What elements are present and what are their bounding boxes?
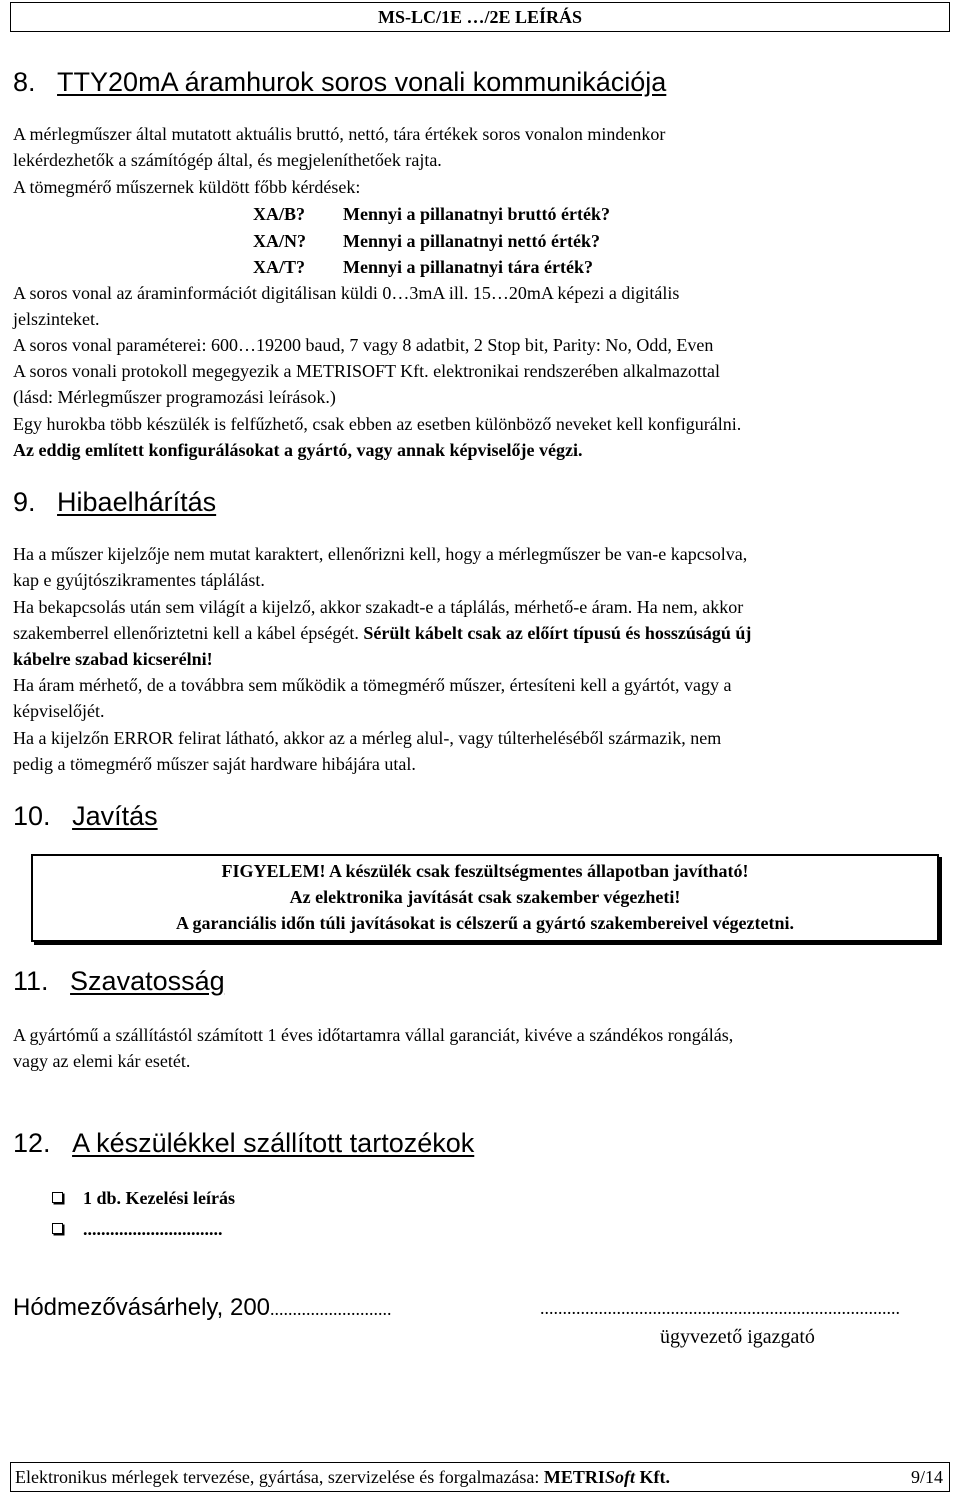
section-11-heading (13, 964, 225, 998)
checkbox-icon (52, 1223, 63, 1234)
accessory-label: ............................... (83, 1219, 223, 1239)
paragraph: kap e gyújtószikramentes táplálást. (13, 570, 265, 590)
query-code: XA/N? (253, 231, 306, 251)
paragraph: jelszinteket. (13, 309, 100, 329)
document-footer (10, 1462, 950, 1492)
accessory-label: 1 db. Kezelési leírás (83, 1188, 235, 1208)
footer-brand (544, 1467, 670, 1487)
paragraph-bold-text: Sérült kábelt csak az előírt típusú és hosszúságú új (363, 623, 752, 643)
place-date: Hódmezővásárhely, 200 (13, 1294, 271, 1321)
section-10-heading (13, 799, 158, 833)
section-title: Szavatosság (70, 966, 225, 996)
document-title: MS-LC/1E …/2E LEÍRÁS (377, 7, 583, 27)
section-title: TTY20mA áramhurok soros vonali kommunikációja (57, 67, 667, 97)
warning-line: Az elektronika javítását csak szakember végezheti! (289, 887, 681, 907)
section-title: Javítás (72, 801, 158, 831)
query-text: Mennyi a pillanatnyi bruttó érték? (343, 204, 611, 224)
paragraph: (lásd: Mérlegműszer programozási leírások.) (13, 387, 336, 407)
paragraph: Ha áram mérhető, de a továbbra sem működik a tömegmérő műszer, értesíteni kell a gyártót, vagy a (13, 675, 732, 695)
section-number: 10. (13, 801, 51, 831)
brand-part: METRI (543, 1467, 605, 1487)
paragraph: képviselőjét. (13, 701, 105, 721)
query-row (253, 254, 593, 280)
section-number: 9. (13, 487, 36, 517)
query-row (253, 201, 610, 227)
date-dots: ........................... (270, 1299, 392, 1319)
paragraph: Ha bekapcsolás után sem világít a kijelző, akkor szakadt-e a táplálás, mérhető-e áram. Ha nem, akkor (13, 597, 744, 617)
warning-line: FIGYELEM! A készülék csak feszültségmentes állapotban javítható! (221, 861, 749, 881)
footer-text (15, 1463, 670, 1491)
query-text: Mennyi a pillanatnyi nettó érték? (343, 231, 600, 251)
section-number: 8. (13, 67, 36, 97)
page-number: 9/14 (910, 1467, 943, 1487)
paragraph: A soros vonal az áraminformációt digitálisan küldi 0…3mA ill. 15…20mA képezi a digitális (13, 283, 680, 303)
paragraph: Ha a kijelzőn ERROR felirat látható, akkor az a mérleg alul-, vagy túlterheléséből származik, nem (13, 728, 722, 748)
paragraph: Egy hurokba több készülék is felfűzhető, csak ebben az esetben különböző neveket kell konfigurálni. (13, 414, 742, 434)
footer-description: Elektronikus mérlegek tervezése, gyártása, szervizelése és forgalmazása: (15, 1467, 544, 1487)
accessory-item (52, 1185, 235, 1211)
query-row (253, 228, 600, 254)
warning-box (31, 854, 939, 942)
paragraph: Ha a műszer kijelzője nem mutat karaktert, ellenőrizni kell, hogy a mérlegműszer be van-e kapcsolva, (13, 544, 748, 564)
paragraph (13, 620, 943, 646)
paragraph: A mérlegműszer által mutatott aktuális bruttó, nettó, tára értékek soros vonalon mindenkor (13, 124, 666, 144)
document-header (10, 2, 950, 32)
signature-line: ................................................................................ (540, 1298, 900, 1318)
paragraph: pedig a tömegmérő műszer saját hardware hibájára utal. (13, 754, 416, 774)
section-number: 11. (13, 966, 49, 996)
paragraph: A gyártómű a szállítástól számított 1 éves időtartamra vállal garanciát, kivéve a szándékos rongálás, (13, 1025, 734, 1045)
section-8-heading (13, 65, 666, 99)
warning-line: A garanciális időn túli javításokat is célszerű a gyártó szakembereivel végeztetni. (175, 913, 795, 933)
section-title: A készülékkel szállított tartozékok (72, 1128, 475, 1158)
accessory-item (52, 1216, 223, 1242)
paragraph-bold: kábelre szabad kicserélni! (13, 649, 213, 669)
paragraph: lekérdezhetők a számítógép által, és megjeleníthetőek rajta. (13, 150, 442, 170)
brand-part: Soft (604, 1467, 635, 1487)
section-12-heading (13, 1126, 474, 1160)
paragraph: A soros vonal paraméterei: 600…19200 baud, 7 vagy 8 adatbit, 2 Stop bit, Parity: No, Odd, Even (13, 335, 714, 355)
paragraph-text: szakemberrel ellenőriztetni kell a kábel épségét. (13, 623, 364, 643)
signature-role: ügyvezető igazgató (660, 1326, 815, 1348)
paragraph: vagy az elemi kár esetét. (13, 1051, 191, 1071)
section-title: Hibaelhárítás (57, 487, 217, 517)
section-9-heading (13, 485, 216, 519)
brand-part: Kft. (634, 1467, 670, 1487)
paragraph: A tömegmérő műszernek küldött főbb kérdések: (13, 177, 361, 197)
query-code: XA/B? (253, 204, 306, 224)
paragraph-bold: Az eddig említett konfigurálásokat a gyártó, vagy annak képviselője végzi. (13, 440, 583, 460)
query-text: Mennyi a pillanatnyi tára érték? (343, 257, 593, 277)
section-number: 12. (13, 1128, 51, 1158)
signature-place (13, 1293, 392, 1324)
paragraph: A soros vonali protokoll megegyezik a METRISOFT Kft. elektronikai rendszerében alkalmazottal (13, 361, 720, 381)
query-code: XA/T? (253, 257, 306, 277)
checkbox-icon (52, 1192, 63, 1203)
